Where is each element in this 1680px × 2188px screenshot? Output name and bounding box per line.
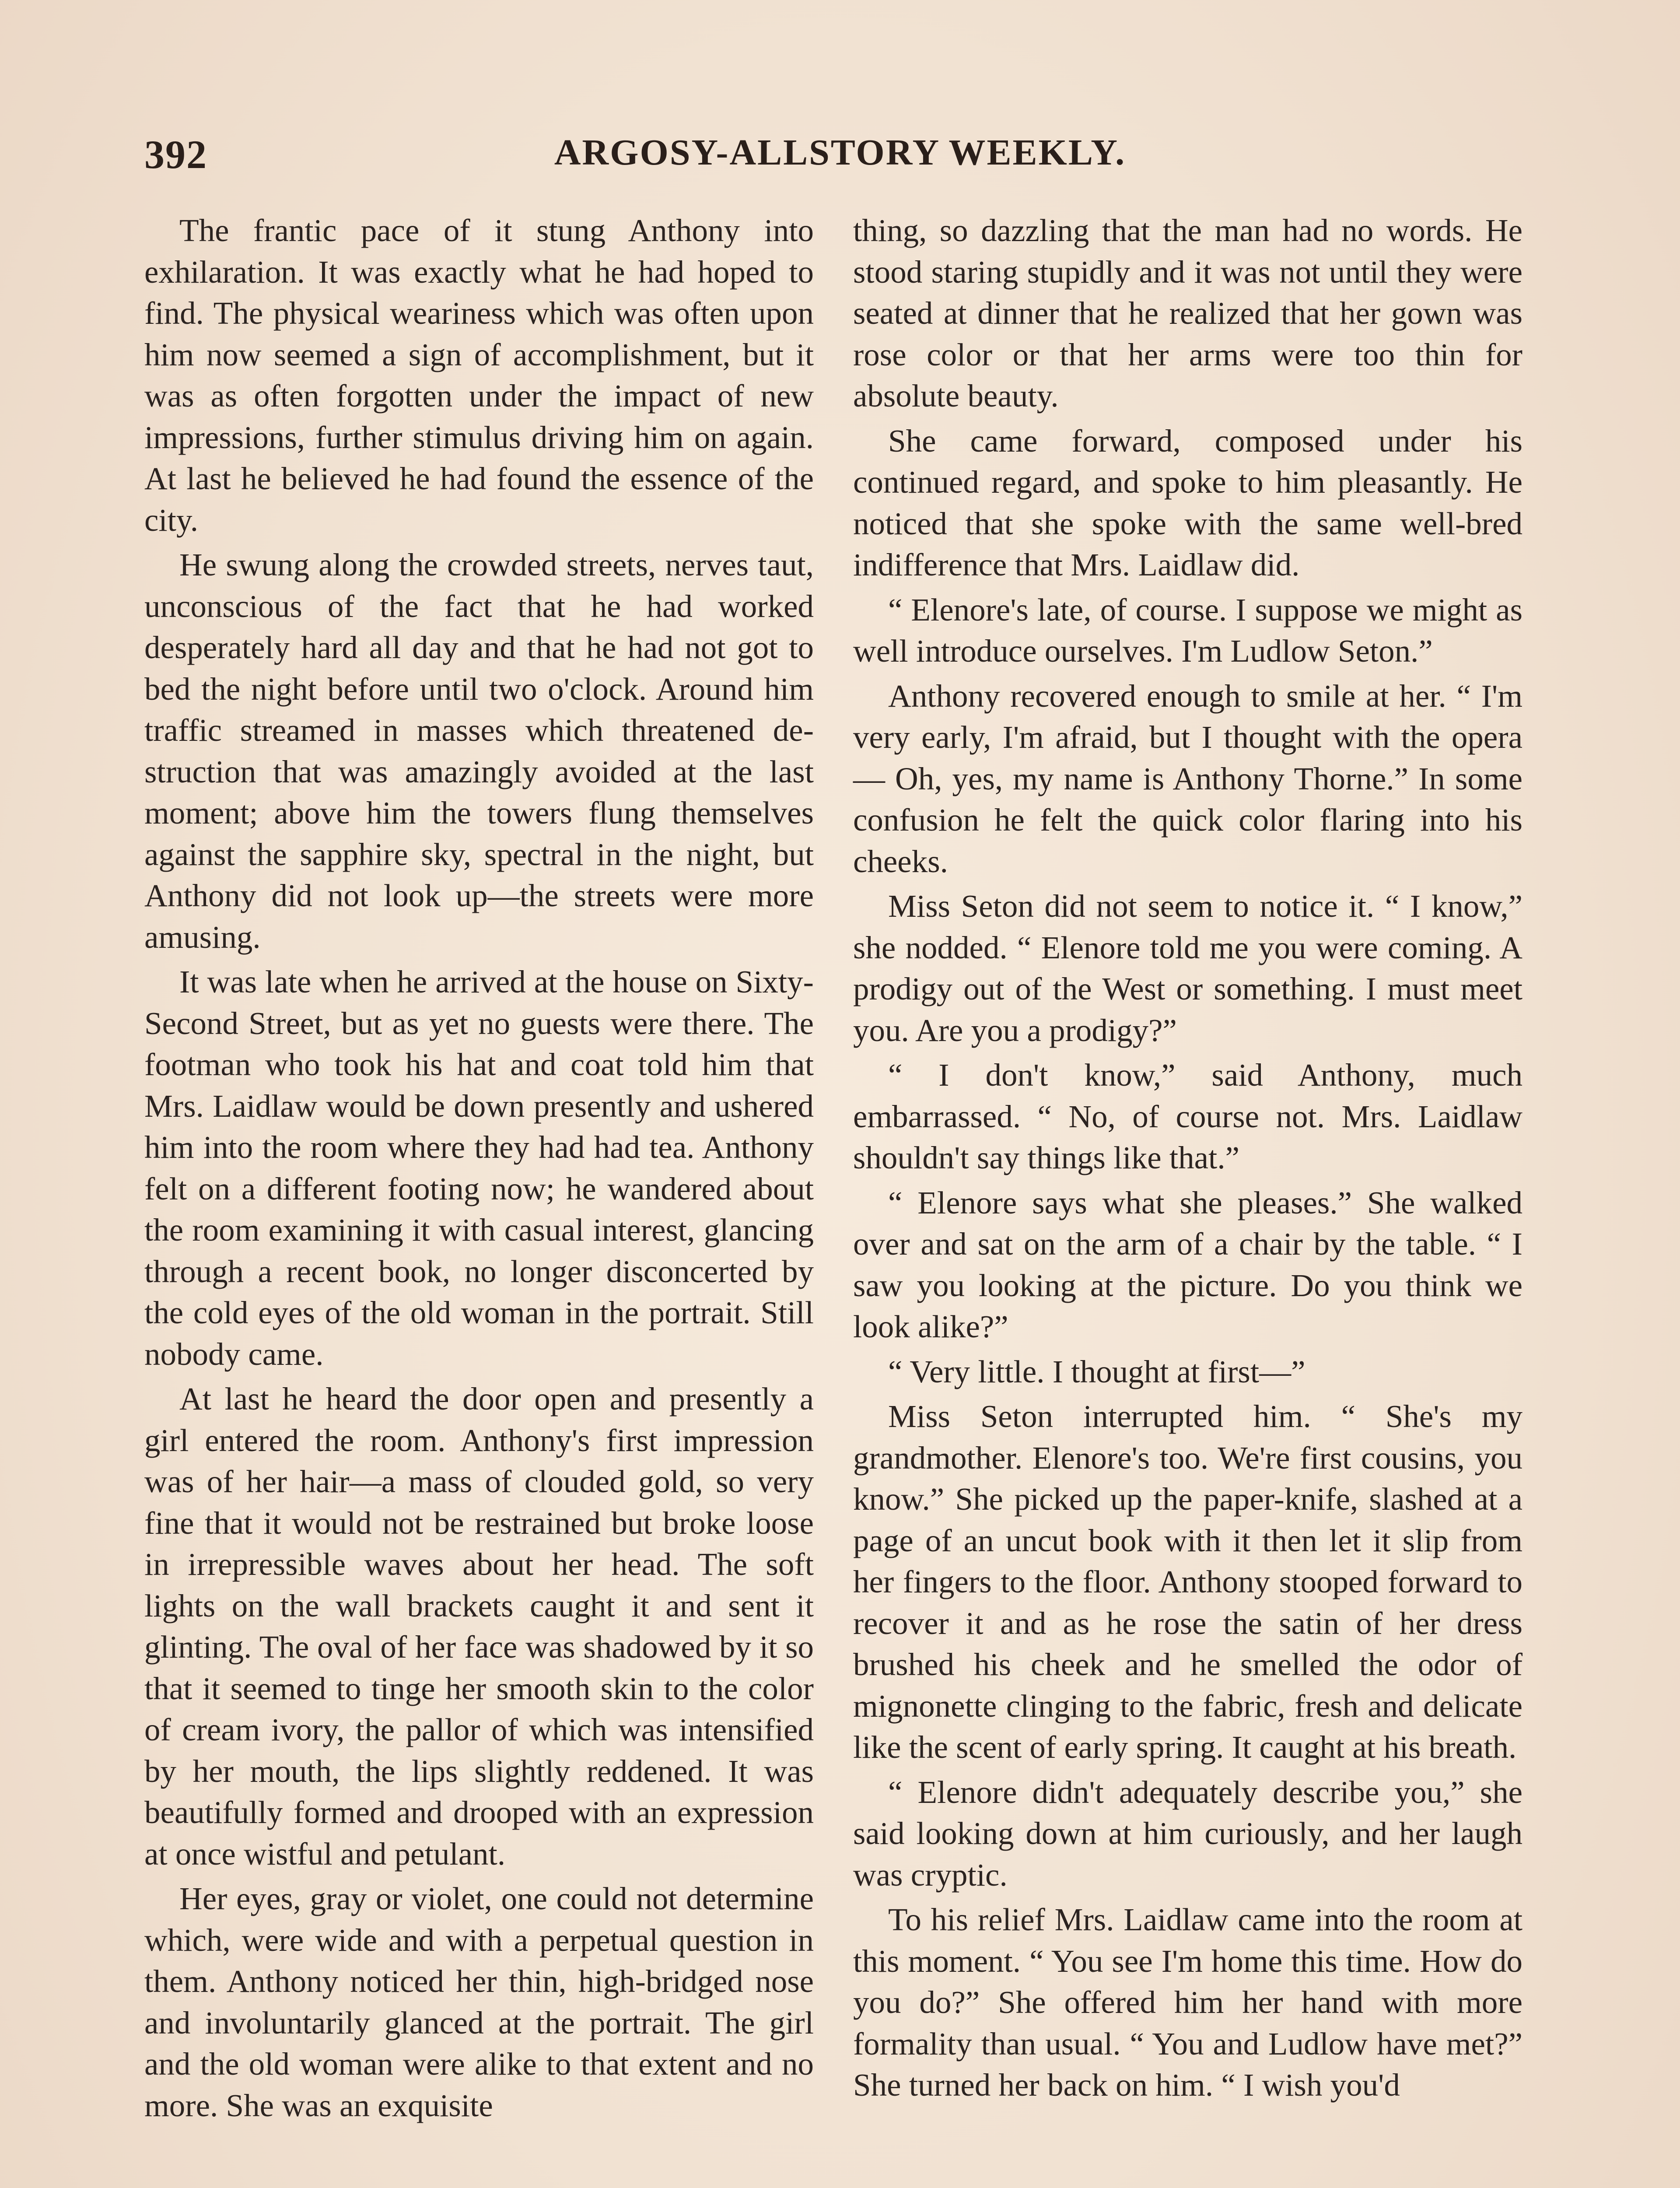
paragraph: Miss Seton did not seem to notice it. “ I know,” she nodded. “ Elenore told me you were coming. A prodigy out of the West or something. I must meet you. Are you a prodigy?”: [853, 888, 1522, 1048]
paragraph: At last he heard the door open and presently a girl entered the room. Anthony's first impression was of her hair—a mass of clouded gold, so very fine that it would not be restrained but broke loose in irrepressible waves about her head. The soft lights on the wall brackets caught it and sent it glinting. The oval of her face was shadowed by it so that it seemed to tinge her smooth skin to the color of cream ivory, the pallor of which was intensified by her mouth, the lips slightly reddened. It was beautifully formed and drooped with an expression at once wistful and petulant.: [144, 1381, 814, 1872]
paragraph: Miss Seton interrupted him. “ She's my grandmother. Elenore's too. We're first cousins, you know.” She picked up the paper-knife, slashed at a page of an uncut book with it then let it slip from her fingers to the floor. Anthony stooped forward to recover it and as he rose the satin of her dress brushed his cheek and he smelled the odor of mignonette clinging to the fabric, fresh and delicate like the scent of early spring. It caught at his breath.: [853, 1399, 1522, 1765]
paragraph: “ Elenore didn't adequately describe you,” she said looking down at him curiously, and her laugh was cryptic.: [853, 1774, 1522, 1893]
paragraph: She came forward, composed under his continued regard, and spoke to him pleasantly. He noticed that she spoke with the same well-bred indifference that Mrs. Laidlaw did.: [853, 423, 1522, 582]
paragraph: To his relief Mrs. Laidlaw came into the room at this moment. “ You see I'm home this time. How do you do?” She offered him her hand with more formality than usual. “ You and Ludlow have met?” She turned her back on him. “ I wish you'd: [853, 1902, 1522, 2103]
running-title: ARGOSY-ALLSTORY WEEKLY.: [554, 132, 1126, 173]
paragraph-continued: thing, so dazzling that the man had no words. He stood staring stupidly and it was not until they were seated at dinner that he realized that her gown was rose color or that her arms were too thin for absolute beauty.: [853, 213, 1522, 414]
paragraph: The frantic pace of it stung Anthony into exhilaration. It was exactly what he had hoped to find. The physical weariness which was often upon him now seemed a sign of accomplishment, but it was as often forgotten under the impact of new impressions, further stimulus driving him on again. At last he believed he had found the essence of the city.: [144, 213, 814, 538]
paragraph: “ Elenore's late, of course. I suppose we might as well introduce ourselves. I'm Ludlow Seton.”: [853, 592, 1522, 669]
paragraph: Anthony recovered enough to smile at her. “ I'm very early, I'm afraid, but I thought with the opera— Oh, yes, my name is Anthony Thorne.” In some confusion he felt the quick color flaring into his cheeks.: [853, 678, 1522, 879]
right-column: [853, 210, 1522, 2110]
paragraph: “ Very little. I thought at first—”: [888, 1353, 1306, 1389]
paragraph: “ I don't know,” said Anthony, much embarrassed. “ No, of course not. Mrs. Laidlaw shouldn't say things like that.”: [853, 1057, 1522, 1175]
page-header: [140, 131, 1540, 197]
left-column: [144, 210, 814, 2130]
paragraph: He swung along the crowded streets, nerves taut, unconscious of the fact that he had worked desperately hard all day and that he had not got to bed the night before until two o'clock. Around him traffic streamed in masses which threatened destruction that was amazingly avoided at the last moment; above him the towers flung themselves against the sapphire sky, spectral in the night, but Anthony did not look up—the streets were more amusing.: [144, 547, 814, 955]
paragraph: Her eyes, gray or violet, one could not determine which, were wide and with a perpetual question in them. Anthony noticed her thin, high-bridged nose and involuntarily glanced at the portrait. The girl and the old woman were alike to that extent and no more. She was an exquisite: [144, 1881, 814, 2123]
paragraph: “ Elenore says what she pleases.” She walked over and sat on the arm of a chair by the table. “ I saw you looking at the picture. Do you think we look alike?”: [853, 1185, 1522, 1344]
paragraph: It was late when he arrived at the house on Sixty-Second Street, but as yet no guests were there. The footman who took his hat and coat told him that Mrs. Laidlaw would be down presently and ushered him into the room where they had had tea. Anthony felt on a different footing now; he wandered about the room examining it with casual interest, glancing through a recent book, no longer disconcerted by the cold eyes of the old woman in the portrait. Still nobody came.: [144, 964, 814, 1372]
page-number: 392: [144, 132, 207, 177]
